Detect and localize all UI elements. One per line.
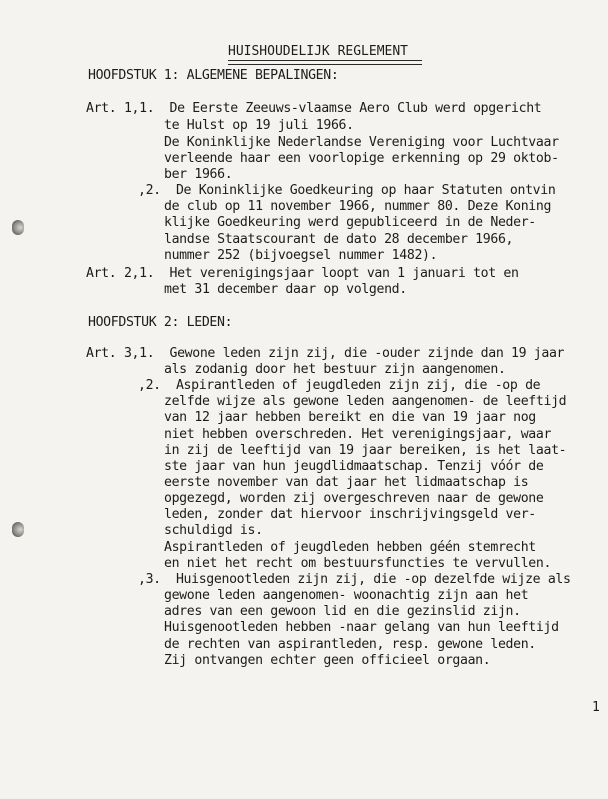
- text-line: verleende haar een voorlopige erkenning op 29 oktob-: [164, 151, 559, 166]
- text-line: in zij de leeftijd van 19 jaar bereiken, is het laat-: [164, 443, 567, 458]
- text-line: niet hebben overschreden. Het verenigingsjaar, waar: [164, 427, 552, 442]
- text-line: ,2. De Koninklijke Goedkeuring op haar Statuten ontvin: [138, 183, 556, 198]
- text-line: ,3. Huisgenootleden zijn zij, die -op dezelfde wijze als: [138, 572, 571, 587]
- text-line: de club op 11 november 1966, nummer 80. Deze Koning: [164, 199, 552, 214]
- text-line: leden, zonder dat hiervoor inschrijvingsgeld ver-: [164, 507, 536, 522]
- text-line: gewone leden aangenomen- woonachtig zijn aan het: [164, 588, 529, 603]
- page-number: 1: [592, 700, 600, 715]
- text-line: de rechten van aspirantleden, resp. gewone leden.: [164, 637, 536, 652]
- text-line: Art. 3,1. Gewone leden zijn zij, die -ouder zijnde dan 19 jaar: [86, 346, 565, 361]
- text-line: Art. 2,1. Het verenigingsjaar loopt van 1 januari tot en: [86, 266, 519, 281]
- text-line: landse Staatscourant de dato 28 december 1966,: [164, 232, 514, 247]
- text-line: Aspirantleden of jeugdleden hebben géén stemrecht: [164, 540, 536, 555]
- text-line: te Hulst op 19 juli 1966.: [164, 118, 354, 133]
- document-title: HUISHOUDELIJK REGLEMENT: [228, 44, 409, 59]
- text-line: ,2. Aspirantleden of jeugdleden zijn zij, die -op de: [138, 378, 541, 393]
- punch-hole: [12, 522, 24, 537]
- chapter-2-heading: HOOFDSTUK 2: LEDEN:: [88, 315, 233, 330]
- text-line: nummer 252 (bijvoegsel nummer 1482).: [164, 248, 438, 263]
- text-line: Huisgenootleden hebben -naar gelang van hun leeftijd: [164, 620, 559, 635]
- text-line: opgezegd, worden zij overgeschreven naar de gewone: [164, 491, 544, 506]
- text-line: adres van een gewoon lid en die gezinslid zijn.: [164, 604, 521, 619]
- text-line: schuldigd is.: [164, 523, 263, 538]
- text-line: De Koninklijke Nederlandse Vereniging voor Luchtvaar: [164, 135, 559, 150]
- chapter-1-heading: HOOFDSTUK 1: ALGEMENE BEPALINGEN:: [88, 68, 339, 83]
- text-line: klijke Goedkeuring werd gepubliceerd in de Neder-: [164, 215, 536, 230]
- text-line: als zodanig door het bestuur zijn aangenomen.: [164, 362, 506, 377]
- text-line: van 12 jaar hebben bereikt en die van 19 jaar nog: [164, 410, 536, 425]
- text-line: en niet het recht om bestuursfuncties te vervullen.: [164, 556, 552, 571]
- title-double-underline: [228, 60, 422, 65]
- text-line: ste jaar van hun jeugdlidmaatschap. Tenzij vóór de: [164, 459, 544, 474]
- text-line: ber 1966.: [164, 167, 233, 182]
- text-line: eerste november van dat jaar het lidmaatschap is: [164, 475, 529, 490]
- text-line: Art. 1,1. De Eerste Zeeuws-vlaamse Aero Club werd opgericht: [86, 101, 542, 116]
- text-line: Zij ontvangen echter geen officieel orgaan.: [164, 653, 491, 668]
- text-line: zelfde wijze als gewone leden aangenomen- de leeftijd: [164, 394, 567, 409]
- punch-hole: [12, 220, 24, 235]
- text-line: met 31 december daar op volgend.: [164, 282, 407, 297]
